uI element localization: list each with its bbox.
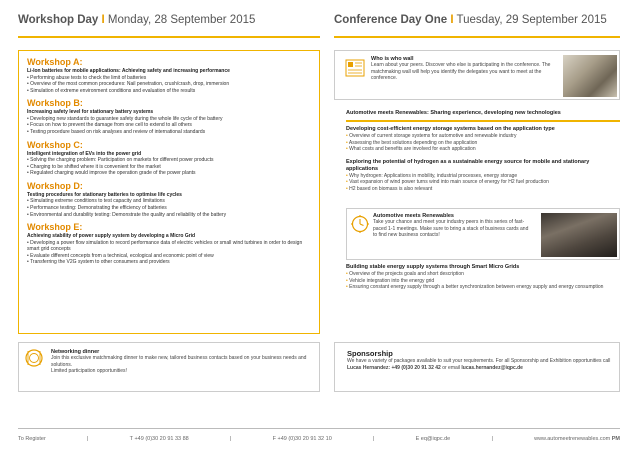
clock-icon (351, 215, 369, 233)
footer-divider (18, 428, 620, 429)
workshop-item: • Evaluate different concepts from a technical, ecological and economic point of view (27, 253, 311, 260)
footer-email[interactable]: E eq@iqpc.de (415, 436, 451, 442)
workshop-day-heading: Workshop Day I Monday, 28 September 2015 (18, 14, 256, 26)
topic-item: • Why hydrogen: Applications in mobility, industrial processes, energy storage (346, 173, 620, 180)
amr-heading-underline (346, 120, 620, 122)
workshop-item: • Charging to be shifted where it is convenient for the market (27, 164, 311, 171)
topic-list (346, 133, 620, 153)
networking-title: Networking dinner (51, 349, 100, 355)
topic-item: • Overview of the projects goals and short description (346, 271, 620, 278)
workshop-subtitle: Increasing safety level for stationary battery systems (27, 109, 154, 116)
workshop-item: • Focus on how to prevent the damage from one cell to extend to all others (27, 122, 311, 129)
workshop-item: • Regulated charging would improve the operation grade of the power plants (27, 170, 311, 177)
workshop-list (27, 75, 311, 95)
topic-item: • What costs and benefits are involved for each application (346, 146, 620, 153)
sponsorship-title: Sponsorship (347, 349, 393, 358)
workshop-subtitle: Intelligent integration of EVs into the power grid (27, 150, 142, 157)
workshop-item: • Developing new standards to guarantee safety during the whole life cycle of the battery (27, 116, 311, 123)
networking-dinner-box (18, 342, 320, 392)
sponsorship-email-link[interactable]: lucas.hernandez@iqpc.de (461, 364, 523, 371)
sponsorship-text: We have a variety of packages available to suit your requirements. For all Sponsorship and Exhibition opportunities call Lucas Hernandez: +49 (0)30 20 91 32 42 or email lucas.hernandez@iqpc.de (347, 358, 611, 371)
workshop-list (27, 240, 311, 266)
workshop-item: • Environmental and durability testing: Demonstrate the quality and reliability of the battery (27, 212, 311, 219)
header-divider-left (18, 36, 320, 38)
workshop-item: • Developing a power flow simulation to record performance data of electric vehicles or small wind turbines in order to design smart grid concepts (27, 240, 311, 253)
topic-item: • Vast expansion of wind power turns wind into main source of energy for H2 fuel production (346, 179, 620, 186)
workshop-title: Workshop B: (27, 98, 83, 109)
footer-register: To Register (18, 436, 46, 442)
footer-fax: F +49 (0)30 20 91 32 10 (272, 436, 332, 442)
workshop-list (27, 157, 311, 177)
topic-title: Developing cost-efficient energy storage systems based on the application type (346, 126, 555, 132)
who-is-who-title: Who is who wall (371, 56, 414, 62)
topic-item: • Assessing the best solutions depending on the application (346, 140, 620, 147)
workshop-list (27, 116, 311, 136)
footer-web[interactable]: www.automeetrenewables.com PM (534, 436, 620, 442)
workshop-title: Workshop A: (27, 57, 83, 67)
workshop-subtitle: Li-Ion batteries for mobile applications: Achieving safety and increasing performance (27, 68, 230, 74)
header-divider-right (334, 36, 620, 38)
workshop-subtitle: Testing procedures for stationary batteries to optimise life cycles (27, 191, 182, 198)
topic-item: • H2 based on biomass is also relevant (346, 186, 620, 193)
topic-item: • Overview of current storage systems for automotive and renewable industry (346, 133, 620, 140)
workshop-title: Workshop D: (27, 180, 83, 191)
workshop-subtitle: Achieving stability of power supply system by developing a Micro Grid (27, 233, 196, 240)
topic-title: Exploring the potential of hydrogen as a sustainable energy source for mobile and stationary applications (346, 158, 590, 172)
who-is-who-text: Learn about your peers. Discover who else is participating in the conference. The matchmaking wall will help you identify the delegates you want to meet at the conference. (371, 62, 551, 82)
workshop-item: • Overview of the most common procedures: Nail penetration, crush/crash, drop, immersion (27, 81, 311, 88)
topic-item: • Ensuring constant energy supply through a better synchronization between energy supply and energy consumption (346, 284, 620, 291)
workshop-item: • Performance testing: Demonstrating the efficiency of batteries (27, 205, 311, 212)
wall-icon (345, 59, 363, 77)
topic-list (346, 271, 620, 291)
workshop-item: • Transferring the V2G system to other consumers and providers (27, 259, 311, 266)
topic-item: • Vehicle integration into the energy grid (346, 278, 620, 285)
workshop-item: • Testing procedure based on risk analyses and review of international standards (27, 129, 311, 136)
workshop-list (27, 198, 311, 218)
sponsorship-box (334, 342, 620, 392)
topics-column-top (346, 126, 620, 193)
meeting-photo (541, 213, 617, 257)
footer: To Register | T +49 (0)30 20 91 33 88 | F +49 (0)30 20 91 32 10 | E eq@iqpc.de | www.automeetrenewables.com PM (18, 436, 620, 442)
amr-meetings-box (346, 208, 620, 260)
topic-title: Building stable energy supply systems through Smart Micro Grids (346, 264, 520, 270)
workshop-item: • Performing abuse tests to check the limit of batteries (27, 75, 311, 82)
topic-list (346, 173, 620, 193)
topics-column-bottom (346, 264, 620, 291)
amr-heading: Automotive meets Renewables: Sharing experience, developing new technologies (346, 110, 561, 116)
conference-day-heading: Conference Day One I Tuesday, 29 September 2015 (334, 14, 607, 26)
workshop-title: Workshop C: (27, 139, 83, 150)
dinner-icon (25, 349, 43, 367)
amr-box-text: Take your chance and meet your industry peers in this series of fast-paced 1-1 meetings. Make sure to bring a stack of business cards and to find new business contacts! (373, 219, 529, 239)
workshop-title: Workshop E: (27, 222, 83, 233)
networking-note: Limited participation opportunities! (51, 368, 127, 375)
workshop-item: • Simulation of extreme environment conditions and evaluation of the results (27, 88, 311, 95)
who-is-who-box (334, 50, 620, 100)
networking-text: Join this exclusive matchmaking dinner to make new, tailored business contacts based on your business needs and solutions. (51, 355, 307, 368)
workshops-box (18, 50, 320, 334)
footer-phone: T +49 (0)30 20 91 33 88 (129, 436, 189, 442)
amr-box-title: Automotive meets Renewables (373, 213, 454, 219)
workshop-item: • Solving the charging problem: Participation on markets for different power products (27, 157, 311, 164)
matchmaking-wall-photo (563, 55, 617, 97)
workshop-item: • Simulating extreme conditions to test capacity and limitations (27, 198, 311, 205)
